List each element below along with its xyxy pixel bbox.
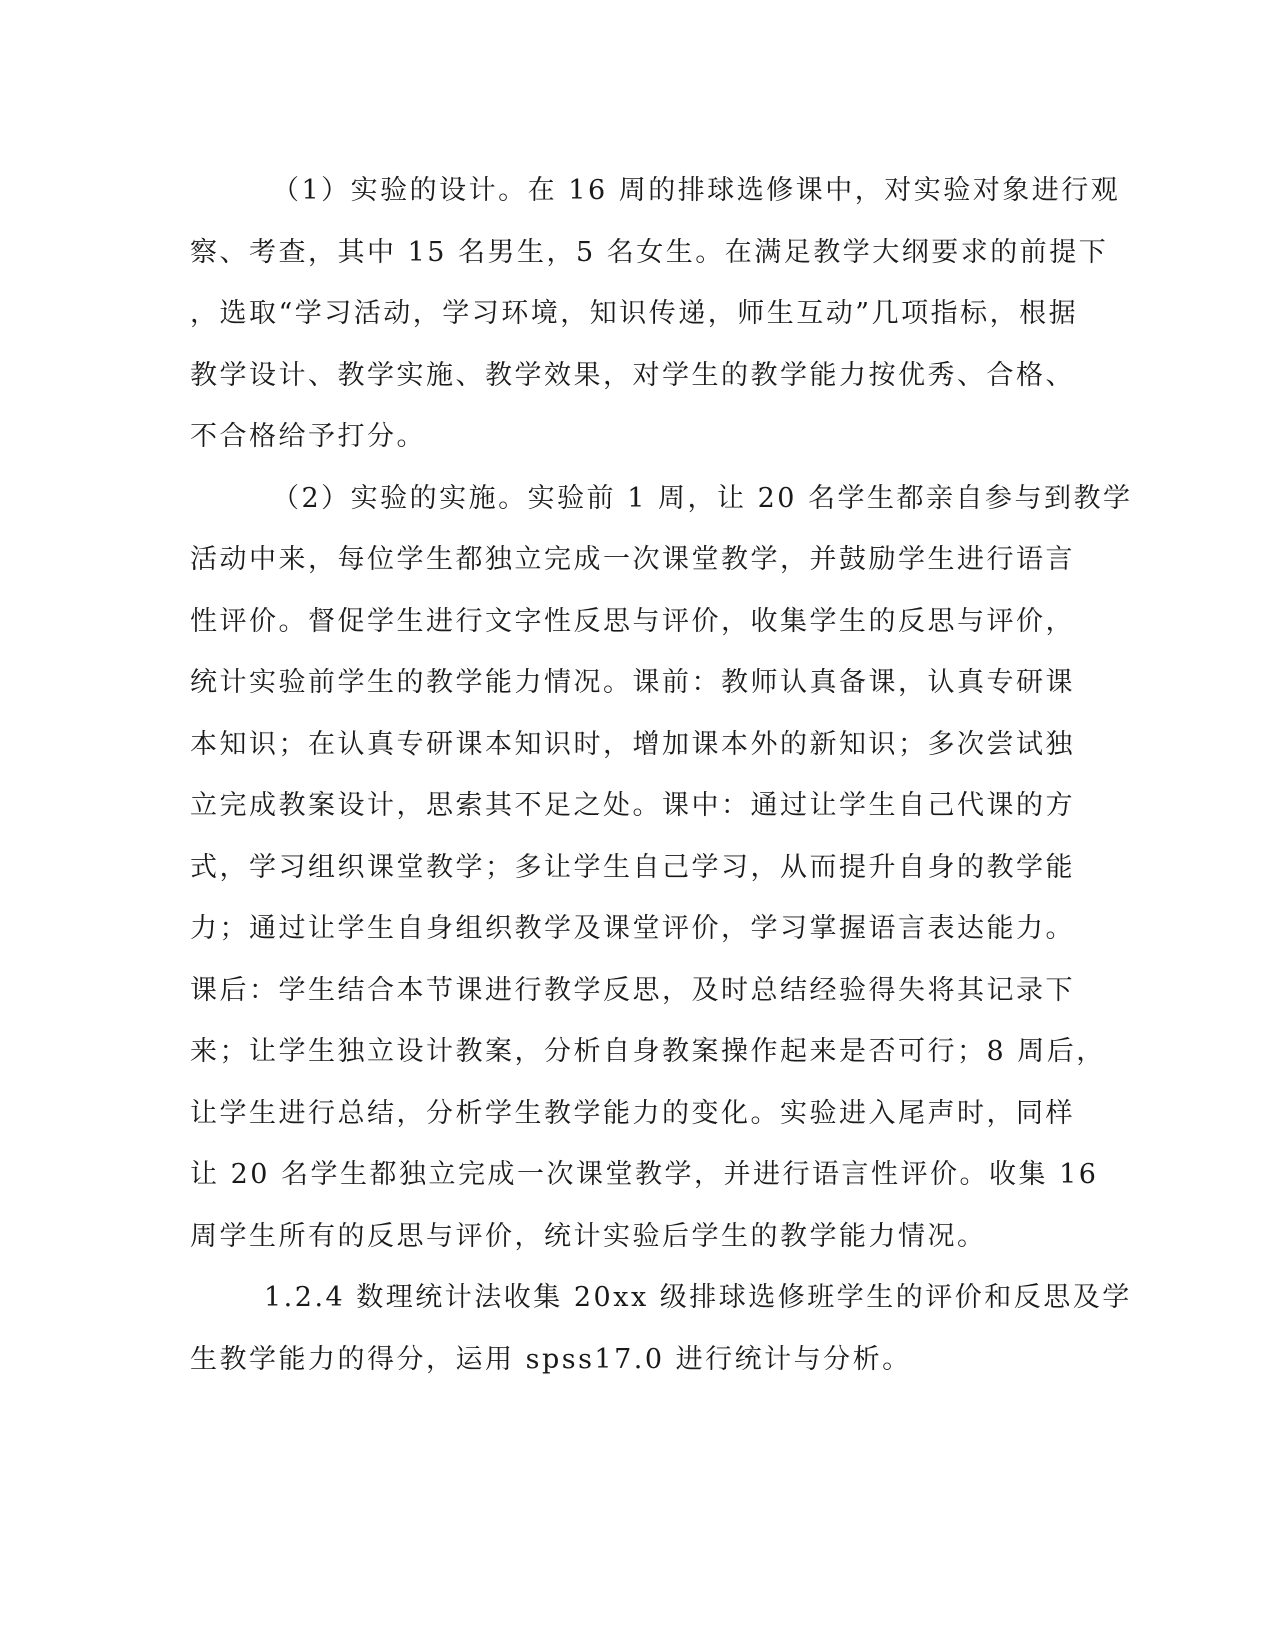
text-line: 立完成教案设计，思索其不足之处。课中：通过让学生自己代课的方 bbox=[190, 790, 1075, 821]
text-line: （2）实验的实施。实验前 1 周，让 20 名学生都亲自参与到教学 bbox=[272, 482, 1133, 514]
text-line: 性评价。督促学生进行文字性反思与评价，收集学生的反思与评价， bbox=[190, 605, 1075, 637]
paragraph-statistics-method bbox=[190, 1267, 1132, 1390]
text-line: 让学生进行总结，分析学生教学能力的变化。实验进入尾声时，同样 bbox=[190, 1097, 1075, 1129]
text-line: （1）实验的设计。在 16 周的排球选修课中，对实验对象进行观 bbox=[272, 175, 1121, 206]
paragraph-experiment-implementation bbox=[190, 468, 1133, 1268]
text-line: 察、考查，其中 15 名男生，5 名女生。在满足教学大纲要求的前提下 bbox=[190, 236, 1109, 268]
text-line: 课后：学生结合本节课进行教学反思，及时总结经验得失将其记录下 bbox=[190, 974, 1075, 1006]
text-line: ，选取“学习活动，学习环境，知识传递，师生互动”几项指标，根据 bbox=[190, 298, 1079, 329]
text-line: 统计实验前学生的教学能力情况。课前：教师认真备课，认真专研课 bbox=[190, 667, 1075, 698]
text-line: 力；通过让学生自身组织教学及课堂评价，学习掌握语言表达能力。 bbox=[190, 913, 1075, 944]
text-line: 式，学习组织课堂教学；多让学生自己学习，从而提升自身的教学能 bbox=[190, 851, 1075, 883]
text-line: 本知识；在认真专研课本知识时，增加课本外的新知识；多次尝试独 bbox=[190, 728, 1075, 760]
text-line: 让 20 名学生都独立完成一次课堂教学，并进行语言性评价。收集 16 bbox=[190, 1159, 1099, 1190]
paragraph-experiment-design bbox=[190, 160, 1121, 468]
text-line: 不合格给予打分。 bbox=[190, 421, 426, 452]
text-line: 活动中来，每位学生都独立完成一次课堂教学，并鼓励学生进行语言 bbox=[190, 544, 1075, 575]
text-line: 周学生所有的反思与评价，统计实验后学生的教学能力情况。 bbox=[190, 1220, 987, 1252]
text-line: 教学设计、教学实施、教学效果，对学生的教学能力按优秀、合格、 bbox=[190, 359, 1075, 391]
text-line: 生教学能力的得分，运用 spss17.0 进行统计与分析。 bbox=[190, 1343, 912, 1375]
body-text bbox=[190, 160, 1133, 1390]
text-line: 1.2.4 数理统计法收集 20xx 级排球选修班学生的评价和反思及学 bbox=[264, 1282, 1132, 1313]
text-line: 来；让学生独立设计教案，分析自身教案操作起来是否可行；8 周后， bbox=[190, 1036, 1106, 1067]
